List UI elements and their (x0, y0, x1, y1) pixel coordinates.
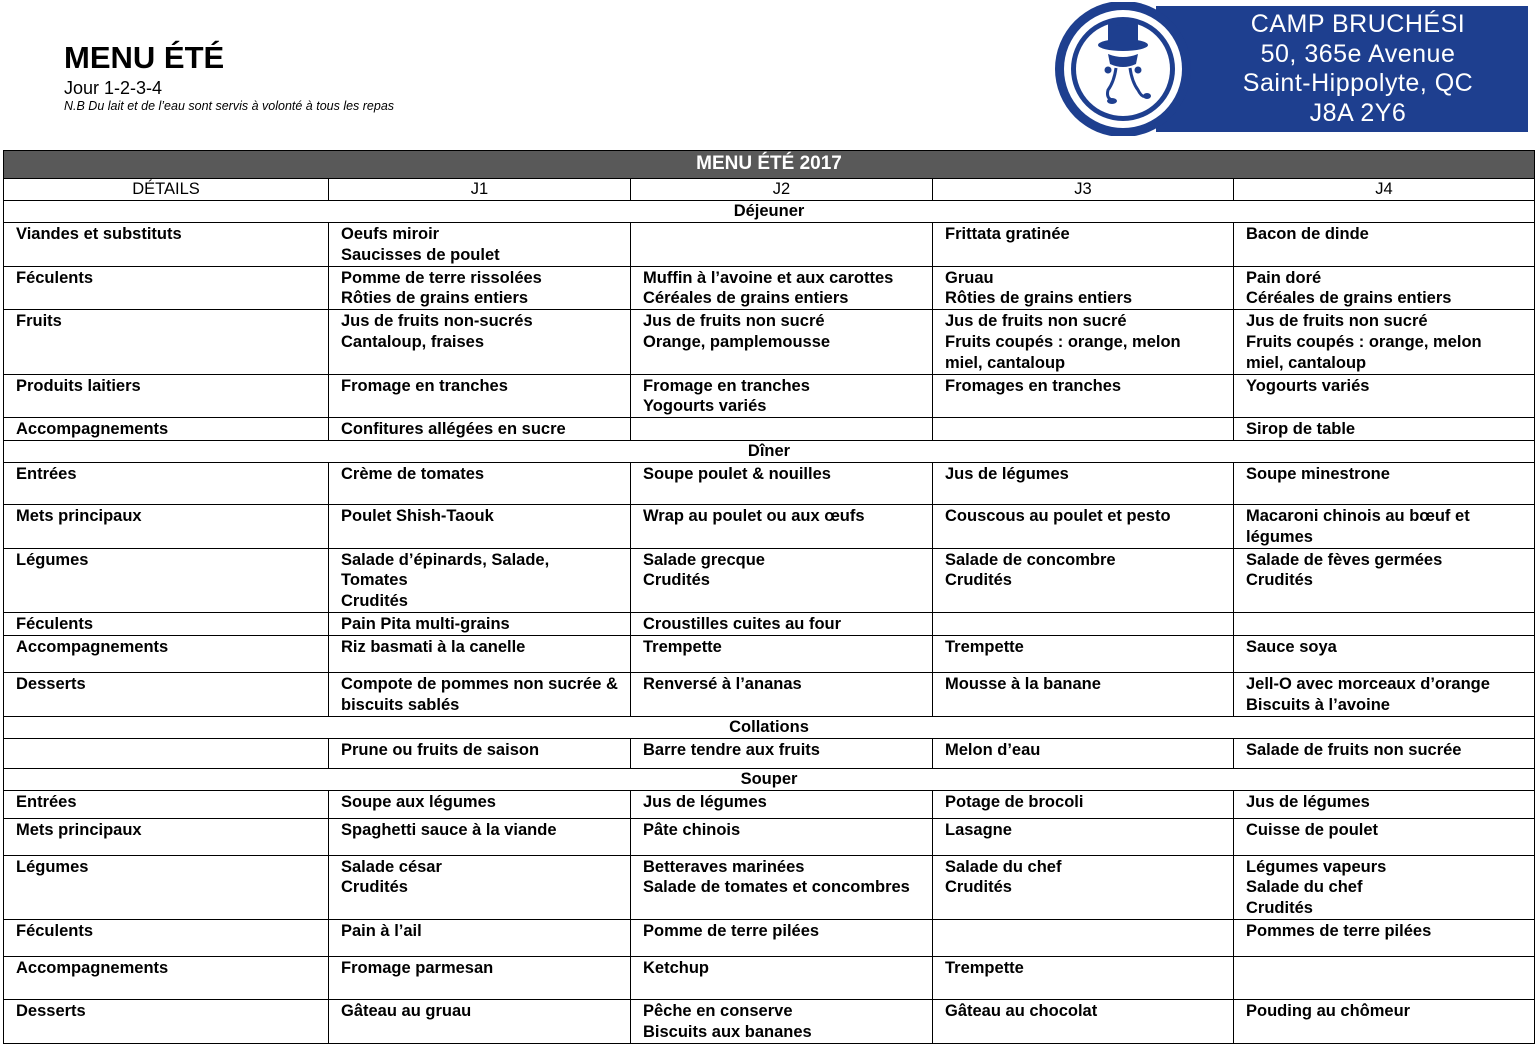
menu-cell-j4: Jus de légumes (1234, 790, 1535, 818)
menu-cell-j4: Sauce soya (1234, 635, 1535, 672)
menu-cell-j2: Muffin à l’avoine et aux carottes Céréales de grains entiers (631, 266, 933, 310)
menu-cell-j3 (933, 612, 1234, 635)
row-category: Féculents (4, 612, 329, 635)
menu-cell-j3: Couscous au poulet et pesto (933, 504, 1234, 548)
row-category: Féculents (4, 266, 329, 310)
menu-cell-j3: Frittata gratinée (933, 223, 1234, 267)
table-row (4, 818, 1535, 855)
menu-cell-j2: Salade grecque Crudités (631, 548, 933, 612)
menu-cell-j4: Bacon de dinde (1234, 223, 1535, 267)
menu-cell-j3: Trempette (933, 956, 1234, 999)
menu-cell-j1: Oeufs miroir Saucisses de poulet (329, 223, 631, 267)
menu-cell-j3: Melon d’eau (933, 738, 1234, 768)
menu-cell-j3: Jus de légumes (933, 462, 1234, 504)
row-category: Mets principaux (4, 504, 329, 548)
row-category: Fruits (4, 310, 329, 374)
camp-name: CAMP BRUCHÉSI (1250, 10, 1466, 38)
menu-cell-j2: Trempette (631, 635, 933, 672)
table-title-row (4, 151, 1535, 179)
section-title: Dîner (4, 440, 1535, 462)
menu-cell-j3: Fromages en tranches (933, 374, 1234, 418)
table-row (4, 919, 1535, 956)
section-row (4, 716, 1535, 738)
section-title: Collations (4, 716, 1535, 738)
section-row (4, 440, 1535, 462)
menu-cell-j1: Prune ou fruits de saison (329, 738, 631, 768)
menu-cell-j1: Riz basmati à la canelle (329, 635, 631, 672)
page-title: MENU ÉTÉ (64, 40, 225, 75)
menu-cell-j3 (933, 418, 1234, 441)
menu-cell-j4 (1234, 612, 1535, 635)
menu-cell-j3: Trempette (933, 635, 1234, 672)
menu-cell-j1: Spaghetti sauce à la viande (329, 818, 631, 855)
menu-cell-j4: Légumes vapeurs Salade du chef Crudités (1234, 855, 1535, 919)
table-row (4, 504, 1535, 548)
menu-cell-j2: Ketchup (631, 956, 933, 999)
menu-cell-j1: Salade d’épinards, Salade, Tomates Crudités (329, 548, 631, 612)
row-category: Féculents (4, 919, 329, 956)
table-row (4, 738, 1535, 768)
header-j4: J4 (1234, 179, 1535, 201)
menu-cell-j3: Lasagne (933, 818, 1234, 855)
address-line-postal: J8A 2Y6 (1309, 98, 1407, 127)
menu-cell-j1: Pain Pita multi-grains (329, 612, 631, 635)
menu-cell-j1: Fromage en tranches (329, 374, 631, 418)
section-title: Déjeuner (4, 201, 1535, 223)
menu-cell-j1: Salade césar Crudités (329, 855, 631, 919)
menu-cell-j2: Jus de fruits non sucré Orange, pamplemousse (631, 310, 933, 374)
menu-cell-j1: Fromage parmesan (329, 956, 631, 999)
header-j1: J1 (329, 179, 631, 201)
menu-cell-j2: Pâte chinois (631, 818, 933, 855)
header-details: DÉTAILS (4, 179, 329, 201)
menu-cell-j4: Pommes de terre pilées (1234, 919, 1535, 956)
menu-cell-j2: Fromage en tranches Yogourts variés (631, 374, 933, 418)
table-row (4, 956, 1535, 999)
menu-cell-j2: Pêche en conserve Biscuits aux bananes (631, 999, 933, 1043)
menu-cell-j2 (631, 223, 933, 267)
menu-cell-j1: Pomme de terre rissolées Rôties de grains entiers (329, 266, 631, 310)
menu-cell-j3: Salade de concombre Crudités (933, 548, 1234, 612)
menu-cell-j2: Barre tendre aux fruits (631, 738, 933, 768)
table-row (4, 374, 1535, 418)
menu-cell-j2: Wrap au poulet ou aux œufs (631, 504, 933, 548)
table-row (4, 999, 1535, 1043)
menu-cell-j4: Jus de fruits non sucré Fruits coupés : orange, melon miel, cantaloup (1234, 310, 1535, 374)
menu-cell-j4: Cuisse de poulet (1234, 818, 1535, 855)
day-header-row (4, 179, 1535, 201)
menu-cell-j4: Salade de fruits non sucrée (1234, 738, 1535, 768)
header-j2: J2 (631, 179, 933, 201)
menu-cell-j4: Soupe minestrone (1234, 462, 1535, 504)
menu-cell-j3: Gruau Rôties de grains entiers (933, 266, 1234, 310)
table-row (4, 266, 1535, 310)
menu-cell-j4 (1234, 956, 1535, 999)
row-category (4, 738, 329, 768)
menu-table (3, 150, 1535, 1044)
camp-address (1188, 10, 1528, 128)
menu-cell-j4: Macaroni chinois au bœuf et légumes (1234, 504, 1535, 548)
menu-cell-j3 (933, 919, 1234, 956)
table-row (4, 790, 1535, 818)
menu-cell-j1: Compote de pommes non sucrée & biscuits sablés (329, 672, 631, 716)
menu-cell-j1: Poulet Shish-Taouk (329, 504, 631, 548)
table-row (4, 548, 1535, 612)
menu-cell-j1: Gâteau au gruau (329, 999, 631, 1043)
row-category: Légumes (4, 855, 329, 919)
milk-water-note: N.B Du lait et de l’eau sont servis à volonté à tous les repas (64, 99, 395, 113)
row-category: Accompagnements (4, 635, 329, 672)
row-category: Viandes et substituts (4, 223, 329, 267)
menu-cell-j4: Pain doré Céréales de grains entiers (1234, 266, 1535, 310)
menu-cell-j4: Jell-O avec morceaux d’orange Biscuits à l’avoine (1234, 672, 1535, 716)
table-row (4, 462, 1535, 504)
menu-cell-j4: Pouding au chômeur (1234, 999, 1535, 1043)
menu-cell-j4: Sirop de table (1234, 418, 1535, 441)
table-row (4, 418, 1535, 441)
menu-cell-j2: Jus de légumes (631, 790, 933, 818)
section-title: Souper (4, 768, 1535, 790)
menu-cell-j2: Betteraves marinées Salade de tomates et concombres (631, 855, 933, 919)
menu-cell-j1: Jus de fruits non-sucrés Cantaloup, fraises (329, 310, 631, 374)
table-title: MENU ÉTÉ 2017 (4, 151, 1535, 179)
row-category: Produits laitiers (4, 374, 329, 418)
menu-cell-j2: Renversé à l’ananas (631, 672, 933, 716)
table-row (4, 672, 1535, 716)
address-line-city: Saint-Hippolyte, QC (1242, 69, 1474, 97)
menu-cell-j3: Potage de brocoli (933, 790, 1234, 818)
menu-cell-j1: Crème de tomates (329, 462, 631, 504)
table-row (4, 635, 1535, 672)
menu-cell-j3: Mousse à la banane (933, 672, 1234, 716)
menu-cell-j4: Salade de fèves germées Crudités (1234, 548, 1535, 612)
menu-cell-j1: Pain à l’ail (329, 919, 631, 956)
section-row (4, 768, 1535, 790)
menu-cell-j2: Croustilles cuites au four (631, 612, 933, 635)
menu-cell-j3: Salade du chef Crudités (933, 855, 1234, 919)
table-row (4, 855, 1535, 919)
row-category: Mets principaux (4, 818, 329, 855)
row-category: Desserts (4, 999, 329, 1043)
menu-cell-j2: Soupe poulet & nouilles (631, 462, 933, 504)
table-row (4, 223, 1535, 267)
header-j3: J3 (933, 179, 1234, 201)
menu-cell-j3: Jus de fruits non sucré Fruits coupés : orange, melon miel, cantaloup (933, 310, 1234, 374)
table-row (4, 612, 1535, 635)
row-category: Desserts (4, 672, 329, 716)
row-category: Entrées (4, 462, 329, 504)
menu-cell-j2 (631, 418, 933, 441)
menu-cell-j3: Gâteau au chocolat (933, 999, 1234, 1043)
menu-cell-j1: Soupe aux légumes (329, 790, 631, 818)
section-row (4, 201, 1535, 223)
menu-cell-j2: Pomme de terre pilées (631, 919, 933, 956)
menu-cell-j4: Yogourts variés (1234, 374, 1535, 418)
days-subtitle: Jour 1-2-3-4 (64, 78, 163, 98)
menu-cell-j1: Confitures allégées en sucre (329, 418, 631, 441)
row-category: Entrées (4, 790, 329, 818)
row-category: Accompagnements (4, 956, 329, 999)
address-line-street: 50, 365e Avenue (1260, 39, 1456, 68)
row-category: Légumes (4, 548, 329, 612)
row-category: Accompagnements (4, 418, 329, 441)
table-row (4, 310, 1535, 374)
